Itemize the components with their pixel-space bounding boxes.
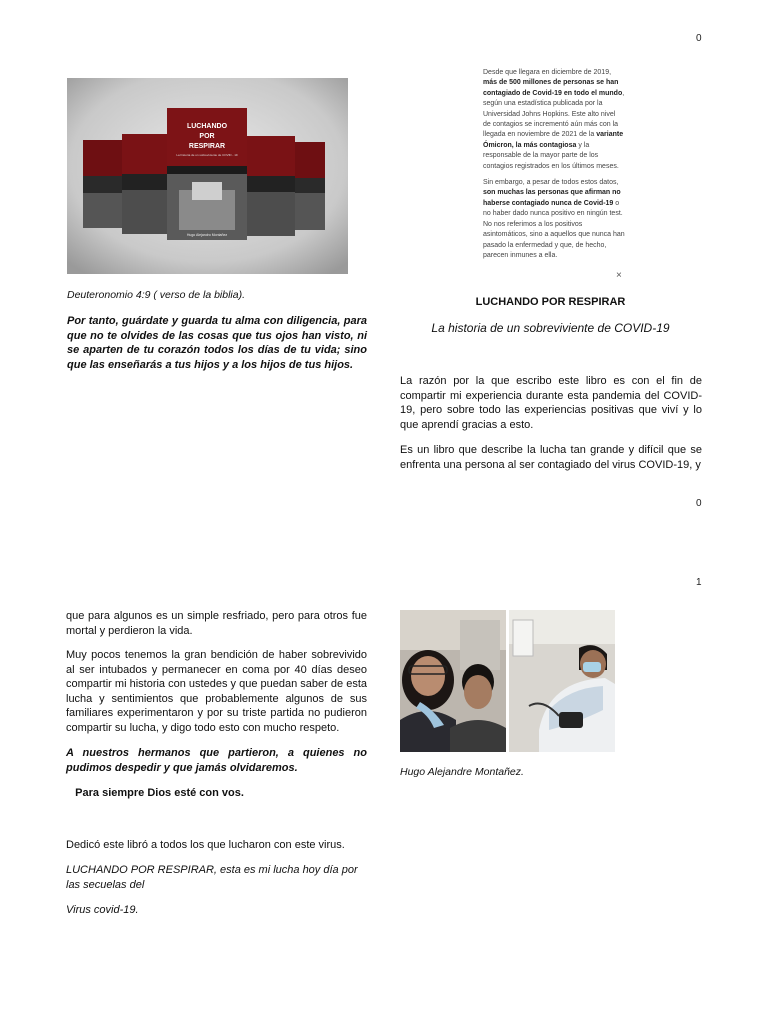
intro-paragraph-1: La razón por la que escribo este libro es con el fin de compartir mi experiencia durante esta pandemia del COVID-19, pero sobre todo las experiencias positivas que viví y lo que aprendí gracias a esto. [400,375,702,431]
closing-line: LUCHANDO POR RESPIRAR, esta es mi lucha hoy día por las secuelas del [66,864,358,891]
story-paragraph-2: Muy pocos tenemos la gran bendición de haber sobrevivido al ser intubados y permanecer en coma por 40 días deseo compartir mi historia con ustedes y que puedan saber de esta lucha y sentimientos que probablemente algunos de sus familiares experimentaron y por su triste partida no pudieron compartir su lucha, y digo todo esto con mucho respeto. [66,649,367,734]
closing-virus-line: Virus covid-19. [66,904,139,916]
cover-author: Hugo Alejandro Montañez [186,233,228,237]
page-footer-number: 0 [696,498,702,509]
dedication-line: Dedicó este libró a todos los que lucharon con este virus. [66,839,345,851]
news-snippet: Desde que llegara en diciembre de 2019, más de 500 millones de personas se han contagiado de Covid-19 en todo el mundo, según una estadística publicada por la Universidad Johns Hopkins. Este alto nivel de contagios se incrementó aún más con la llegada en noviembre de 2021 de la variante Ómicron, la más contagiosa y la responsable de la mayor parte de los contagios registrados en los últimos meses. Sin embargo, a pesar de todos estos datos, son muchas las personas que afirman no haberse contagiado nunca de Covid-19 o no haber dado nunca positivo en ningún test. No nos referimos a los positivos asintomáticos, sino a aquellos que nunca han pasado la enfermedad y que, de hecho, parecen inmunes a ella. [483,69,625,259]
cover-title-line1: LUCHANDO [186,123,228,130]
story-paragraph-1: que para algunos es un simple resfriado, pero para otros fue mortal y perdieron la vida. [66,610,367,637]
cover-subtitle: La historia de un sobreviviente de COVID - 19 [176,153,238,157]
hospital-photo [509,610,615,752]
cover-title-line3: RESPIRAR [188,143,226,150]
book-title: LUCHANDO POR RESPIRAR [475,296,626,308]
intro-paragraph-2: Es un libro que describe la lucha tan grande y difícil que se enfrenta una persona al ser contagiado del virus COVID-19, y [400,444,702,471]
cover-title-line2: POR [199,133,215,140]
verse-reference: Deuteronomio 4:9 ( verso de la biblia). [67,289,246,301]
book-subtitle: La historia de un sobreviviente de COVID-19 [431,321,670,335]
selfie-photo [400,610,506,752]
blessing-line: Para siempre Dios esté con vos. [66,787,244,799]
page-number: 0 [696,33,702,44]
page-number-2: 1 [696,577,702,588]
bible-verse: Por tanto, guárdate y guarda tu alma con diligencia, para que no te olvides de las cosas que tus ojos han visto, ni se aparten de tu corazón todos los días de tu vida; sino que las enseñarás a tus hijos y a los hijos de tus hijos. [67,315,367,371]
book-covers-photo [67,78,348,274]
photo-caption: Hugo Alejandre Montañez. [400,766,524,778]
close-icon[interactable]: × [616,270,622,281]
dedication-brothers: A nuestros hermanos que partieron, a quienes no pudimos despedir y que jamás olvidaremos. [66,747,367,774]
